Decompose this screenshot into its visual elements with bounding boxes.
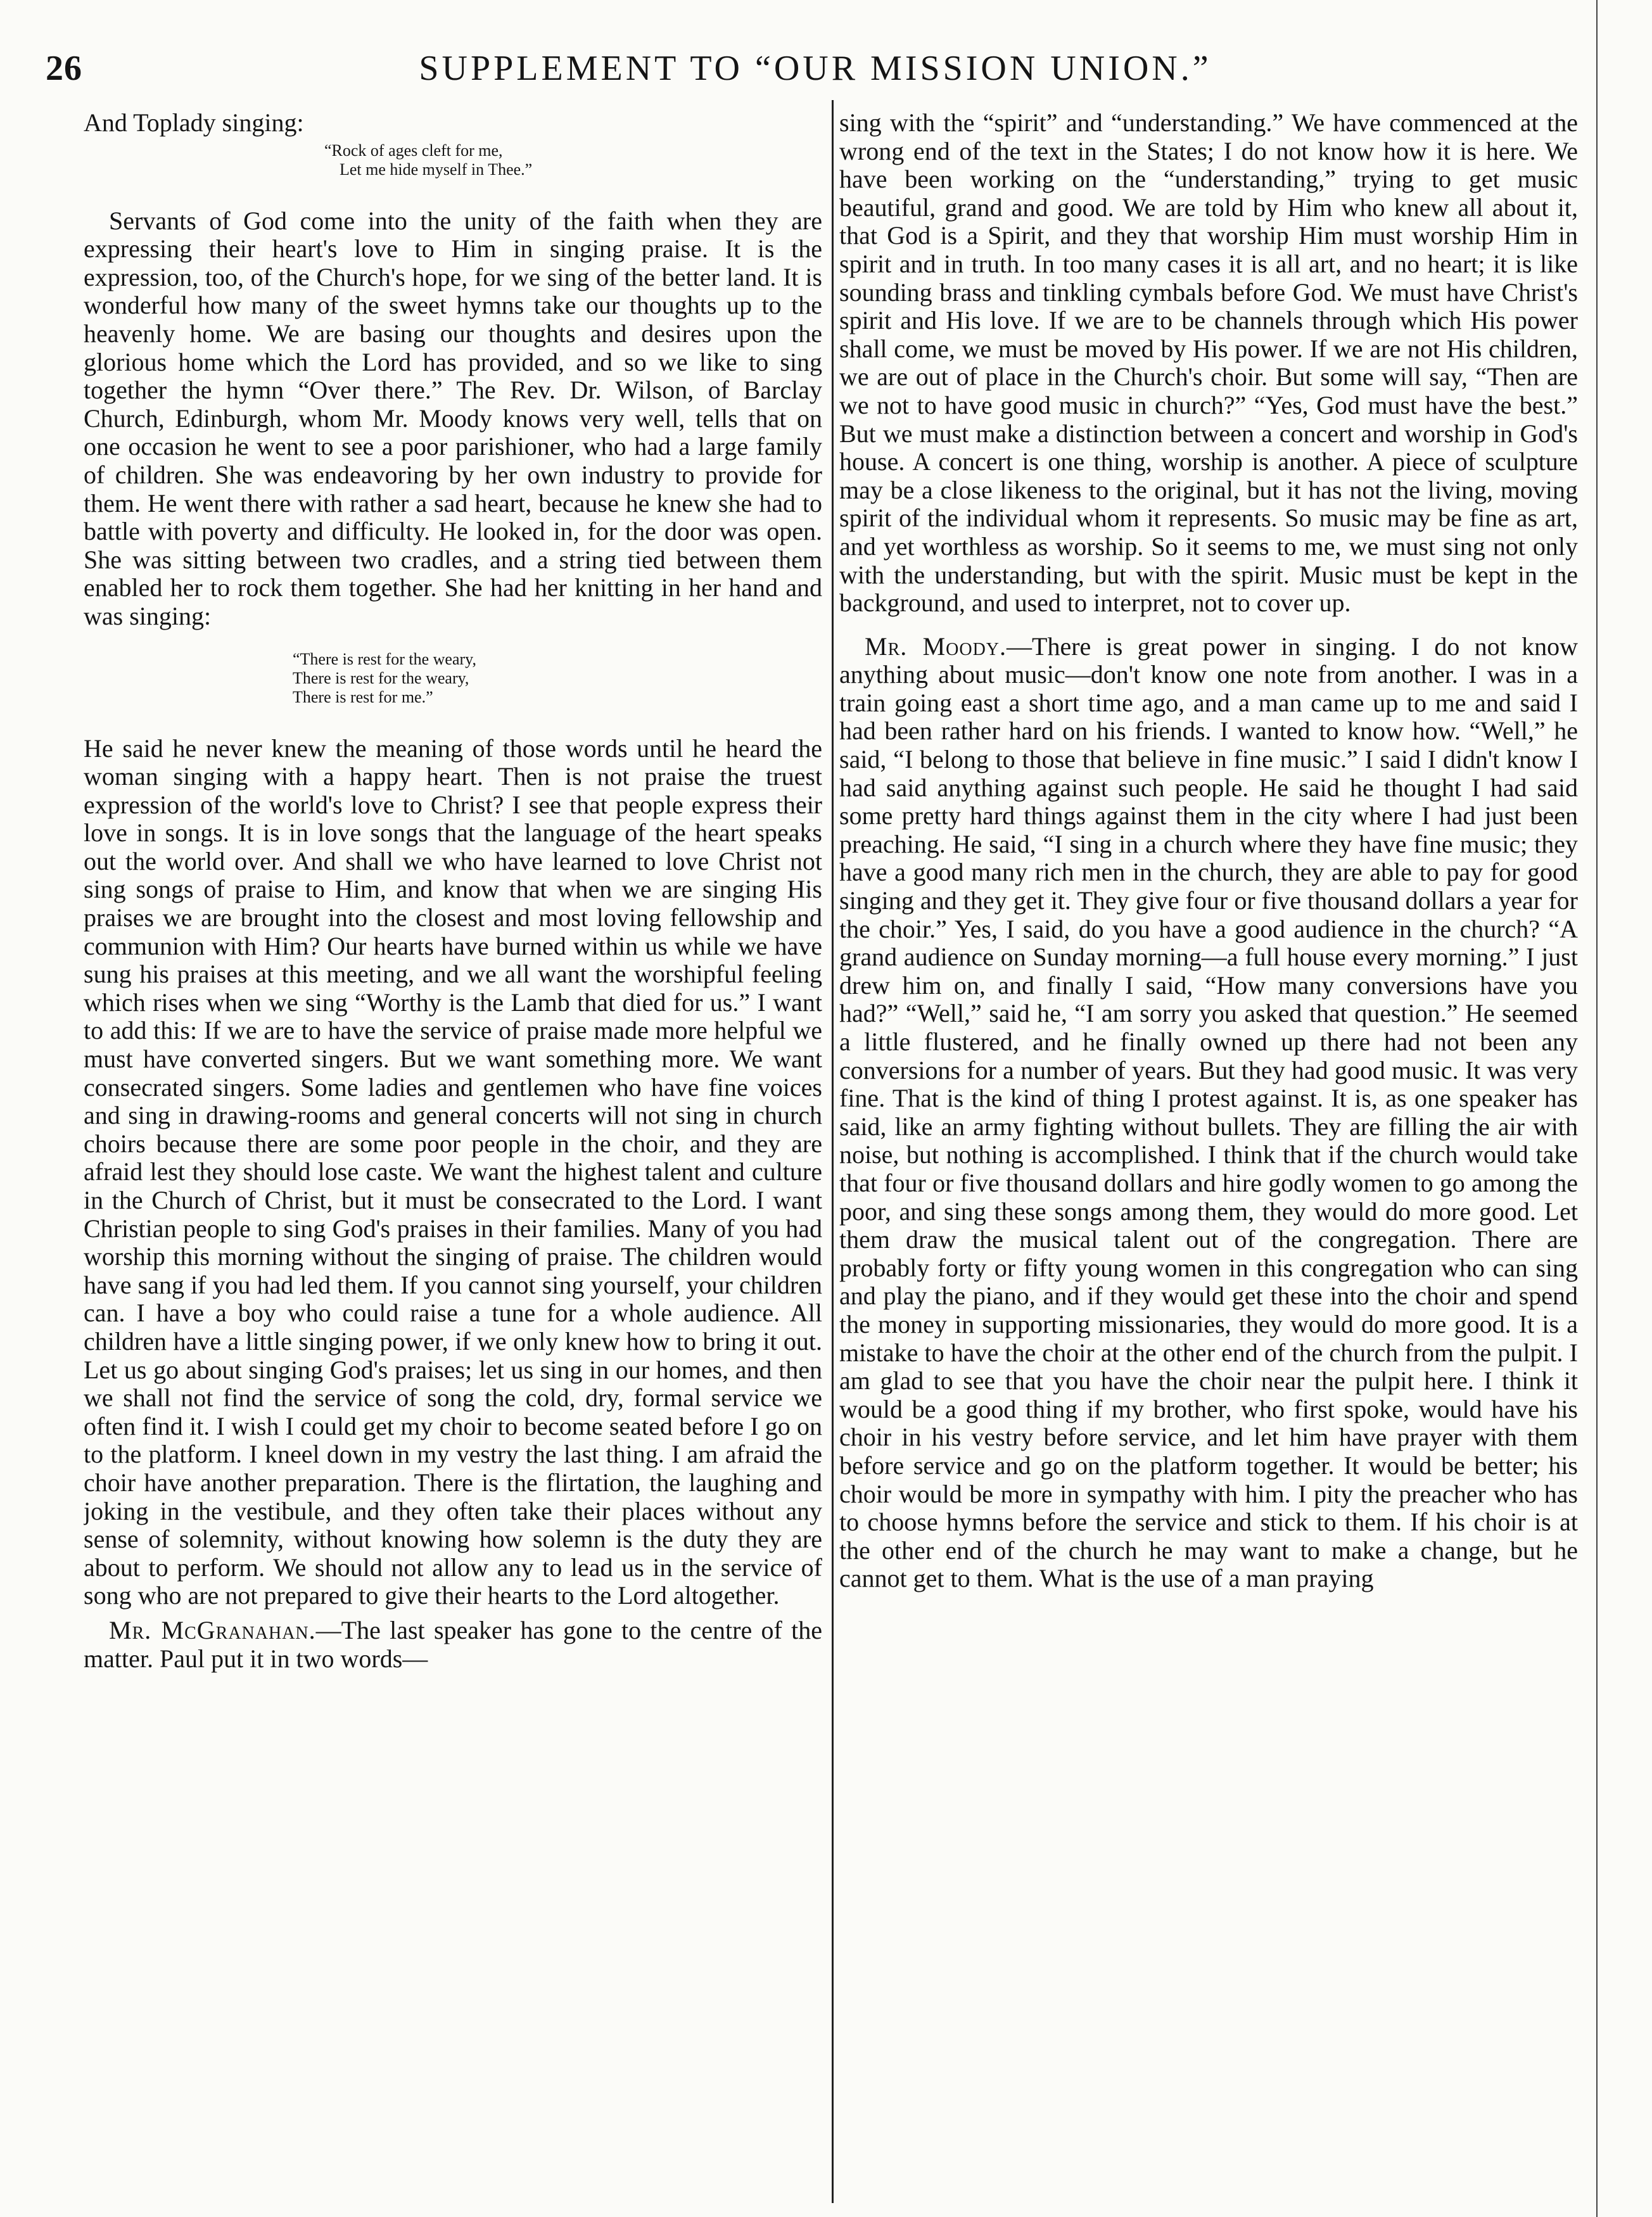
left-column [84, 109, 822, 2212]
page-number: 26 [46, 49, 82, 88]
speaker-name: Mr. McGranahan. [109, 1615, 316, 1644]
paragraph: sing with the “spirit” and “understanding.” We have commenced at the wrong end of the text in the States; I do not know how it is here. We have been working on the “understanding,” trying to get music beautiful, grand and good. We are told by Him who knew all about it, that God is a Spirit, and they that worship Him must worship Him in spirit and in truth. In too many cases it is all art, and no heart; it is like sounding brass and tinkling cymbals before God. We must have Christ's spirit and His love. If we are to be channels through which His power shall come, we must be moved by His power. If we are not His children, we are out of place in the Church's choir. But some will say, “Then are we not to have good music in church?” “Yes, God must have the best.” But we must make a distinction between a concert and worship in God's house. A concert is one thing, worship is another. A piece of sculpture may be a close likeness to the original, but it has not the living, moving spirit of the individual whom it represents. So music may be fine as art, and yet worthless as worship. So it seems to me, we must sing not only with the understanding, but with the spirit. Music must be kept in the background, and used to interpret, not to cover up. [839, 109, 1578, 618]
verse-line: There is rest for the weary, [293, 668, 469, 687]
speech-text: —The last speaker has gone to the centre of the matter. Paul put it in two words— [84, 1615, 822, 1673]
paragraph: Servants of God come into the unity of the faith when they are expressing their heart's love to Him in singing praise. It is the expression, too, of the Church's hope, for we sing of the better land. It is wonderful how many of the sweet hymns take our thoughts up to the heavenly home. We are basing our thoughts and desires upon the glorious home which the Lord has provided, and so we like to sing together the hymn “Over there.” The Rev. Dr. Wilson, of Barclay Church, Edinburgh, whom Mr. Moody knows very well, tells that on one occasion he went to see a poor parishioner, who had a large family of children. She was endeavoring by her own industry to provide for them. He went there with rather a sad heart, because he knew she had to battle with poverty and difficulty. He looked in, for the door was open. She was sitting between two cradles, and a string tied between them enabled her to rock them together. She had her knitting in her hand and was singing: [84, 206, 822, 630]
verse-line: “Rock of ages cleft for me, [324, 141, 503, 160]
paragraph: He said he never knew the meaning of those words until he heard the woman singing with a happy heart. Then is not praise the truest expression of the world's love to Christ? I see that people express their love in songs. It is in love songs that the language of the heart speaks out the world over. And shall we who have learned to love Christ not sing songs of praise to Him, and know that when we are singing His praises we are brought into the closest and most loving fellowship and communion with Him? Our hearts have burned within us while we have sung his praises at this meeting, and we all want the worshipful feeling which rises when we sing “Worthy is the Lamb that died for us.” I want to add this: If we are to have the service of praise made more helpful we must have converted singers. But we want something more. We want consecrated singers. Some ladies and gentlemen who have fine voices and sing in drawing-rooms and general concerts will not sing in church choirs because there are some poor people in the choir, and they are afraid lest they should lose caste. We want the highest talent and culture in the Church of Christ, but it must be consecrated to the Lord. I want Christian people to sing God's praises in their families. Many of you had worship this morning without the singing of praise. The children would have sang if you had led them. If you cannot sing yourself, your children can. I have a boy who could raise a tune for a whole audience. All children have a little singing power, if we only knew how to bring it out. Let us go about singing God's praises; let us sing in our homes, and then we shall not find the service of song the cold, dry, formal service we often find it. I wish I could get my choir to become seated before I go on to the platform. I kneel down in my vestry the last thing. I am afraid the choir have another preparation. There is the flirtation, the laughing and joking in the vestibule, and they often take their places without any sense of solemnity, without knowing how solemn is the duty they are about to perform. We should not allow any to lead us in the service of song who are not prepared to give their hearts to the Lord altogether. [84, 734, 822, 1610]
verse-line: There is rest for me.” [293, 687, 433, 706]
paragraph [84, 1617, 822, 1673]
speaker-name: Mr. Moody. [865, 632, 1007, 661]
right-column [839, 109, 1578, 2212]
verse-line: “There is rest for the weary, [293, 649, 476, 668]
hymn-quote [84, 650, 822, 707]
page-header [46, 39, 1585, 96]
column-divider [832, 100, 834, 2203]
running-title: SUPPLEMENT TO “OUR MISSION UNION.” [419, 49, 1212, 88]
hymn-quote [84, 141, 822, 179]
page-edge-rule [1596, 0, 1598, 2217]
speech-text: —There is great power in singing. I do not know anything about music—don't know one note from another. I was in a train going east a short time ago, and a man came up to me and said I had been rather hard on his friends. I wanted to know how. “Well,” he said, “I belong to those that believe in fine music.” I said I didn't know I had said anything against such people. He said he thought I had said some pretty hard things against them in the city where I had just been preaching. He said, “I sing in a church where they have fine music; they have a good many rich men in the church, they are able to pay for good singing and they get it. They give four or five thousand dollars a year for the choir.” Yes, I said, do you have a good audience in the church? “A grand audience on Sunday morning—a full house every morning.” I just drew him on, and finally I said, “How many conversions have you had?” “Well,” said he, “I am sorry you asked that question.” He seemed a little flustered, and he finally owned up there had not been any conversions for a number of years. But they had good music. It was very fine. That is the kind of thing I protest against. It is, as one speaker has said, like an army fighting without bullets. They are filling the air with noise, but nothing is accomplished. I think that if the church would take that four or five thousand dollars and hire godly women to go among the poor, and sing these songs among them, they would do more good. Let them draw the musical talent out of the congregation. There are probably forty or fifty young women in this congregation who can sing and play the piano, and if they would get these into the choir and spend the money in supporting missionaries, they would do more good. It is a mistake to have the choir at the other end of the church from the pulpit. I am glad to see that you have the choir near the pulpit here. I think it would be a good thing if my brother, who first spoke, would have his choir in his vestry before service, and let him have prayer with them before service and go on the platform together. It would be better; his choir would be more in sympathy with him. I pity the preacher who has to choose hymns before the service and stick to them. If his choir is at the other end of the church he may want to make a change, but he cannot get to them. What is the use of a man praying [839, 632, 1578, 1593]
paragraph [839, 633, 1578, 1593]
verse-line: Let me hide myself in Thee.” [340, 160, 533, 179]
paragraph: And Toplady singing: [84, 109, 304, 137]
